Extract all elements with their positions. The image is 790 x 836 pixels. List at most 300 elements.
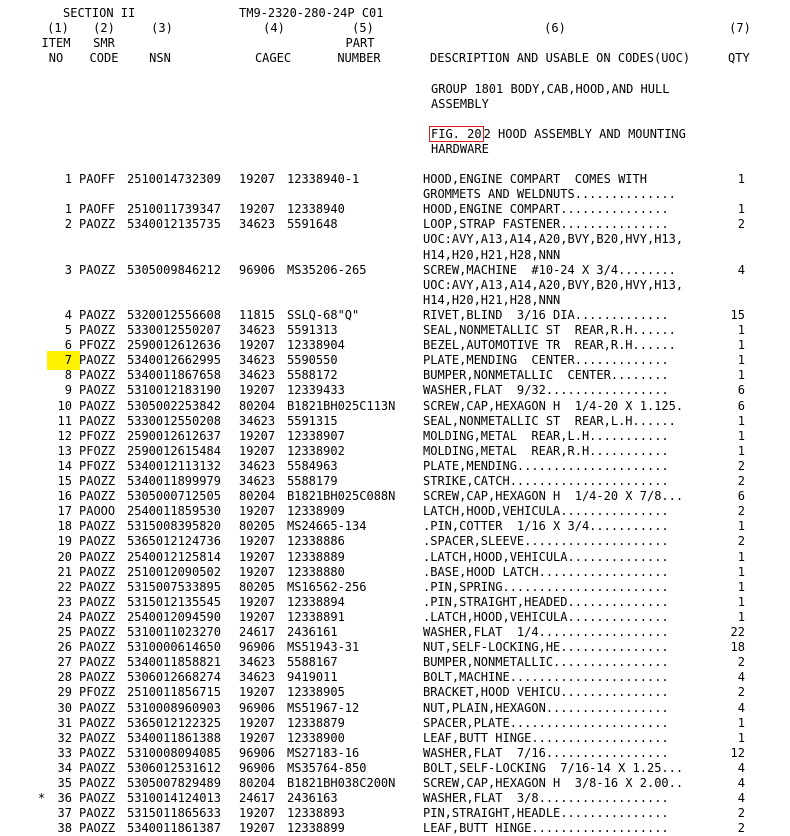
cage-code: 34623 — [239, 413, 276, 428]
description: GROMMETS AND WELDNUTS.............. — [423, 187, 676, 202]
nsn: 5305007829489 — [127, 776, 221, 790]
figure-title-rest: 2 HOOD ASSEMBLY AND MOUNTING — [483, 127, 686, 141]
table-row — [0, 670, 790, 685]
description: SCREW,MACHINE #10-24 X 3/4........ — [423, 262, 676, 277]
part-number: 5590550 — [287, 353, 338, 368]
table-row — [0, 263, 790, 278]
col-item-header-1: ITEM — [41, 36, 71, 50]
quantity: 22 — [730, 625, 745, 639]
cage-code: 19207 — [239, 594, 276, 609]
smr-code: PFOZZ — [79, 685, 116, 700]
nsn: 5315007533895 — [127, 579, 221, 594]
quantity: 2 — [737, 474, 745, 488]
nsn: 5340011861387 — [127, 821, 221, 836]
quantity: 6 — [737, 398, 745, 413]
item-number: 6 — [64, 338, 72, 353]
cage-code: 80205 — [239, 579, 276, 594]
part-number: MS24665-134 — [287, 519, 367, 534]
cage-code: 19207 — [239, 715, 276, 730]
nsn: 5315012135545 — [127, 594, 221, 609]
part-number: 12338893 — [287, 806, 345, 821]
cage-code: 19207 — [239, 609, 276, 624]
smr-code: PAOFF — [79, 202, 116, 217]
item-number: 16 — [57, 489, 72, 504]
smr-code: PAOZZ — [79, 640, 116, 655]
item-number: 24 — [57, 609, 72, 624]
cage-code: 19207 — [239, 806, 276, 821]
col-smr-header-2: CODE — [89, 51, 119, 65]
smr-code: PAOZZ — [79, 353, 116, 368]
quantity: 2 — [737, 504, 745, 519]
figure-link[interactable]: FIG. 20 — [431, 127, 482, 141]
cage-code: 34623 — [239, 217, 276, 232]
table-row — [0, 202, 790, 217]
cage-code: 34623 — [239, 353, 276, 368]
quantity: 1 — [737, 338, 745, 353]
nsn: 5340012113132 — [127, 458, 221, 473]
quantity: 1 — [737, 443, 745, 458]
description: .LATCH,HOOD,VEHICULA.............. — [423, 609, 669, 624]
table-row — [0, 519, 790, 534]
quantity: 6 — [737, 383, 745, 398]
quantity: 2 — [737, 534, 745, 549]
item-number: 4 — [64, 307, 72, 322]
quantity: 1 — [737, 609, 745, 624]
part-number: B1821BH025C113N — [287, 398, 396, 413]
description: SPACER,PLATE...................... — [423, 715, 669, 730]
part-number: 12338940-1 — [287, 172, 360, 186]
nsn: 2590012615484 — [127, 443, 221, 458]
table-row — [0, 685, 790, 700]
smr-code: PAOZZ — [79, 730, 116, 745]
cage-code: 19207 — [239, 730, 276, 745]
table-row — [0, 383, 790, 398]
cage-code: 80204 — [239, 776, 276, 790]
col-num-6: (6) — [544, 21, 566, 35]
item-number: 15 — [57, 474, 72, 488]
table-row — [0, 640, 790, 655]
cage-code: 96906 — [239, 700, 276, 715]
cage-code: 19207 — [239, 338, 276, 353]
smr-code: PAOZZ — [79, 594, 116, 609]
table-row — [0, 338, 790, 353]
part-number: 12338900 — [287, 730, 345, 745]
part-number: 12338902 — [287, 443, 345, 458]
smr-code: PAOZZ — [79, 534, 116, 549]
smr-code: PFOZZ — [79, 458, 116, 473]
table-row — [0, 459, 790, 474]
table-row — [0, 232, 790, 247]
smr-code: PAOZZ — [79, 806, 116, 821]
nsn: 2590012612637 — [127, 428, 221, 443]
table-row — [0, 323, 790, 338]
item-number: 21 — [57, 564, 72, 579]
quantity: 2 — [737, 655, 745, 670]
nsn: 5306012668274 — [127, 670, 221, 685]
cage-code: 19207 — [239, 821, 276, 836]
smr-code: PAOZZ — [79, 655, 116, 670]
quantity: 1 — [737, 172, 745, 186]
table-row — [0, 308, 790, 323]
table-row — [0, 534, 790, 549]
smr-code: PAOZZ — [79, 670, 116, 685]
table-row — [0, 474, 790, 489]
cage-code: 24617 — [239, 791, 276, 806]
quantity: 1 — [737, 549, 745, 564]
nsn: 2510011739347 — [127, 202, 221, 217]
nsn: 5320012556608 — [127, 307, 221, 322]
cage-code: 80205 — [239, 519, 276, 534]
cage-code: 19207 — [239, 443, 276, 458]
nsn: 2540012125814 — [127, 549, 221, 564]
table-row — [0, 731, 790, 746]
part-number: B1821BH025C088N — [287, 489, 396, 504]
smr-code: PFOZZ — [79, 338, 116, 353]
item-number: 18 — [57, 519, 72, 534]
quantity: 4 — [737, 791, 745, 806]
table-row — [0, 655, 790, 670]
quantity: 4 — [737, 670, 745, 685]
smr-code: PAOZZ — [79, 368, 116, 383]
nsn: 5330012550207 — [127, 323, 221, 337]
cage-code: 19207 — [239, 685, 276, 700]
description: .LATCH,HOOD,VEHICULA.............. — [423, 549, 669, 564]
description: WASHER,FLAT 3/8.................. — [423, 791, 669, 806]
quantity: 1 — [737, 564, 745, 579]
figure-title-line-1 — [431, 127, 686, 142]
quantity: 1 — [737, 519, 745, 534]
quantity: 1 — [737, 715, 745, 730]
part-number: 5591315 — [287, 413, 338, 428]
smr-code: PAOZZ — [79, 262, 116, 277]
nsn: 5330012550208 — [127, 413, 221, 428]
quantity: 4 — [737, 760, 745, 775]
smr-code: PAOFF — [79, 172, 116, 186]
part-number: 12338940 — [287, 202, 345, 217]
smr-code: PAOZZ — [79, 549, 116, 564]
quantity: 12 — [730, 745, 745, 760]
part-number: 12338899 — [287, 821, 345, 836]
part-number: 5591648 — [287, 217, 338, 232]
nsn: 5310014124013 — [127, 791, 221, 806]
cage-code: 96906 — [239, 760, 276, 775]
nsn: 2540011859530 — [127, 504, 221, 519]
description: UOC:AVY,A13,A14,A20,BVY,B20,HVY,H13, — [423, 277, 684, 292]
item-number: 2 — [64, 217, 72, 232]
nsn: 5305000712505 — [127, 489, 221, 504]
description: .BASE,HOOD LATCH.................. — [423, 564, 669, 579]
table-row — [0, 806, 790, 821]
item-number: 1 — [64, 202, 72, 217]
item-number: 31 — [57, 715, 72, 730]
description: STRIKE,CATCH...................... — [423, 474, 669, 488]
smr-code: PAOZZ — [79, 217, 116, 232]
cage-code: 19207 — [239, 428, 276, 443]
table-row — [0, 489, 790, 504]
item-number: 26 — [57, 640, 72, 655]
quantity: 2 — [737, 685, 745, 700]
item-number: 8 — [64, 368, 72, 383]
description: .PIN,COTTER 1/16 X 3/4........... — [423, 519, 669, 534]
item-number: 10 — [57, 398, 72, 413]
quantity: 1 — [737, 594, 745, 609]
item-number: 28 — [57, 670, 72, 685]
smr-code: PAOZZ — [79, 821, 116, 836]
tm-number: TM9-2320-280-24P C01 — [239, 6, 384, 20]
description: LEAF,BUTT HINGE................... — [423, 821, 669, 836]
table-row — [0, 187, 790, 202]
col-num-5: (5) — [352, 21, 374, 35]
col-part-header-2: NUMBER — [337, 51, 381, 65]
smr-code: PAOZZ — [79, 307, 116, 322]
cage-code: 11815 — [239, 307, 276, 322]
table-row — [0, 172, 790, 187]
figure-title-line-2: HARDWARE — [431, 142, 489, 156]
nsn: 2510012090502 — [127, 564, 221, 579]
smr-code: PAOZZ — [79, 564, 116, 579]
item-number: 29 — [57, 685, 72, 700]
item-number: 14 — [57, 458, 72, 473]
nsn: 5315008395820 — [127, 519, 221, 534]
description: .PIN,SPRING....................... — [423, 579, 669, 594]
nsn: 5305009846212 — [127, 262, 221, 277]
item-number: 32 — [57, 730, 72, 745]
table-row — [0, 293, 790, 308]
part-number: 12338889 — [287, 549, 345, 564]
smr-code: PAOZZ — [79, 715, 116, 730]
smr-code: PAOZZ — [79, 383, 116, 398]
cage-code: 80204 — [239, 489, 276, 504]
description: .SPACER,SLEEVE.................... — [423, 534, 669, 549]
smr-code: PAOZZ — [79, 791, 116, 806]
cage-code: 19207 — [239, 172, 276, 186]
col-num-4: (4) — [263, 21, 285, 35]
quantity: 2 — [737, 217, 745, 232]
cage-code: 19207 — [239, 534, 276, 549]
smr-code: PAOZZ — [79, 398, 116, 413]
smr-code: PAOZZ — [79, 323, 116, 337]
part-number: 12338907 — [287, 428, 345, 443]
description: WASHER,FLAT 1/4.................. — [423, 625, 669, 639]
smr-code: PAOZZ — [79, 609, 116, 624]
quantity: 1 — [737, 353, 745, 368]
col-num-2: (2) — [93, 21, 115, 35]
smr-code: PAOOO — [79, 504, 116, 519]
table-row — [0, 504, 790, 519]
item-number: 27 — [57, 655, 72, 670]
smr-code: PAOZZ — [79, 579, 116, 594]
table-row — [0, 595, 790, 610]
cage-code: 34623 — [239, 368, 276, 383]
nsn: 5340012662995 — [127, 353, 221, 368]
col-qty-header: QTY — [728, 51, 750, 65]
item-number: 34 — [57, 760, 72, 775]
part-number: 5591313 — [287, 323, 338, 337]
item-number: 12 — [57, 428, 72, 443]
description: RIVET,BLIND 3/16 DIA............. — [423, 307, 669, 322]
nsn: 5365012124736 — [127, 534, 221, 549]
part-number: 12338879 — [287, 715, 345, 730]
cage-code: 96906 — [239, 262, 276, 277]
part-number: SSLQ-68"Q" — [287, 307, 360, 322]
description: SCREW,CAP,HEXAGON H 1/4-20 X 7/8... — [423, 489, 684, 504]
description: HOOD,ENGINE COMPART............... — [423, 202, 669, 217]
description: SCREW,CAP,HEXAGON H 3/8-16 X 2.00.. — [423, 776, 684, 790]
cage-code: 34623 — [239, 474, 276, 488]
part-number: 12338904 — [287, 338, 345, 353]
item-number: 11 — [57, 413, 72, 428]
table-row — [0, 610, 790, 625]
cage-code: 19207 — [239, 202, 276, 217]
part-number: 12338894 — [287, 594, 345, 609]
description: H14,H20,H21,H28,NNN — [423, 292, 561, 307]
quantity: 6 — [737, 489, 745, 504]
quantity: 1 — [737, 368, 745, 383]
part-number: MS35206-265 — [287, 262, 367, 277]
quantity: 4 — [737, 776, 745, 790]
part-number: 5584963 — [287, 458, 338, 473]
nsn: 2590012612636 — [127, 338, 221, 353]
description: PLATE,MENDING..................... — [423, 458, 669, 473]
smr-code: PFOZZ — [79, 428, 116, 443]
section-title: SECTION II — [63, 6, 136, 20]
table-row — [0, 353, 790, 368]
group-title-line-1: GROUP 1801 BODY,CAB,HOOD,AND HULL — [431, 82, 670, 96]
quantity: 2 — [737, 821, 745, 836]
part-number: B1821BH038C200N — [287, 776, 396, 790]
cage-code: 96906 — [239, 640, 276, 655]
col-num-7: (7) — [729, 21, 751, 35]
quantity: 4 — [737, 262, 745, 277]
cage-code: 80204 — [239, 398, 276, 413]
item-number: 1 — [64, 172, 72, 186]
part-number: 5588167 — [287, 655, 338, 670]
table-row — [0, 399, 790, 414]
item-number: 23 — [57, 594, 72, 609]
table-row — [0, 580, 790, 595]
table-row — [0, 429, 790, 444]
item-number: 36 — [57, 791, 72, 806]
cage-code: 34623 — [239, 323, 276, 337]
col-cagec-header: CAGEC — [254, 51, 292, 65]
description: BRACKET,HOOD VEHICU............... — [423, 685, 669, 700]
description: WASHER,FLAT 9/32................. — [423, 383, 669, 398]
description: SEAL,NONMETALLIC ST REAR,R.H...... — [423, 323, 676, 337]
item-number: 38 — [57, 821, 72, 836]
table-row — [0, 278, 790, 293]
group-title-line-2: ASSEMBLY — [431, 97, 489, 111]
part-number: 2436161 — [287, 625, 338, 639]
cage-code: 19207 — [239, 504, 276, 519]
nsn: 5310012183190 — [127, 383, 221, 398]
cage-code: 34623 — [239, 655, 276, 670]
smr-code: PAOZZ — [79, 413, 116, 428]
table-row — [0, 248, 790, 263]
description: BEZEL,AUTOMOTIVE TR REAR,R.H...... — [423, 338, 676, 353]
quantity: 18 — [730, 640, 745, 655]
item-number: 3 — [64, 262, 72, 277]
cage-code: 19207 — [239, 564, 276, 579]
table-row — [0, 625, 790, 640]
part-number: 2436163 — [287, 791, 338, 806]
col-num-1: (1) — [47, 21, 69, 35]
item-number: 30 — [57, 700, 72, 715]
smr-code: PAOZZ — [79, 519, 116, 534]
item-number: 13 — [57, 443, 72, 458]
part-number: 12338891 — [287, 609, 345, 624]
nsn: 5310008094085 — [127, 745, 221, 760]
description: NUT,SELF-LOCKING,HE............... — [423, 640, 669, 655]
nsn: 2510011856715 — [127, 685, 221, 700]
nsn: 5340011867658 — [127, 368, 221, 383]
description: WASHER,FLAT 7/16................. — [423, 745, 669, 760]
table-row — [0, 716, 790, 731]
quantity: 1 — [737, 730, 745, 745]
col-item-header-2: NO — [48, 51, 64, 65]
nsn: 5340011861388 — [127, 730, 221, 745]
col-nsn-header: NSN — [149, 51, 171, 65]
table-row — [0, 821, 790, 836]
table-row — [0, 550, 790, 565]
nsn: 5365012122325 — [127, 715, 221, 730]
part-number: 12338886 — [287, 534, 345, 549]
description: SEAL,NONMETALLIC ST REAR,L.H...... — [423, 413, 676, 428]
item-number: 25 — [57, 625, 72, 639]
item-number: 22 — [57, 579, 72, 594]
quantity: 1 — [737, 323, 745, 337]
nsn: 5340011858821 — [127, 655, 221, 670]
smr-code: PAOZZ — [79, 776, 116, 790]
cage-code: 24617 — [239, 625, 276, 639]
table-row — [0, 217, 790, 232]
description: NUT,PLAIN,HEXAGON................. — [423, 700, 669, 715]
table-row — [0, 414, 790, 429]
table-row — [0, 565, 790, 580]
description: LATCH,HOOD,VEHICULA............... — [423, 504, 669, 519]
col-smr-header-1: SMR — [93, 36, 115, 50]
description: LOOP,STRAP FASTENER............... — [423, 217, 669, 232]
table-row — [0, 776, 790, 791]
table-row — [0, 761, 790, 776]
smr-code: PAOZZ — [79, 745, 116, 760]
item-number: 17 — [57, 504, 72, 519]
nsn: 5305002253842 — [127, 398, 221, 413]
smr-code: PAOZZ — [79, 489, 116, 504]
smr-code: PFOZZ — [79, 443, 116, 458]
part-number: 12338905 — [287, 685, 345, 700]
cage-code: 19207 — [239, 549, 276, 564]
description: H14,H20,H21,H28,NNN — [423, 247, 561, 262]
cage-code: 34623 — [239, 458, 276, 473]
quantity: 2 — [737, 458, 745, 473]
part-number: MS51967-12 — [287, 700, 360, 715]
item-number: 33 — [57, 745, 72, 760]
quantity: 1 — [737, 202, 745, 217]
smr-code: PAOZZ — [79, 700, 116, 715]
smr-code: PAOZZ — [79, 474, 116, 488]
quantity: 1 — [737, 579, 745, 594]
item-number: 7 — [64, 353, 72, 368]
nsn: 5315011865633 — [127, 806, 221, 821]
description: BUMPER,NONMETALLIC CENTER........ — [423, 368, 669, 383]
cage-code: 96906 — [239, 745, 276, 760]
col-part-header-1: PART — [345, 36, 375, 50]
description: BOLT,SELF-LOCKING 7/16-14 X 1.25... — [423, 760, 684, 775]
table-row — [0, 368, 790, 383]
part-number: 5588179 — [287, 474, 338, 488]
part-number: MS27183-16 — [287, 745, 360, 760]
cage-code: 19207 — [239, 383, 276, 398]
